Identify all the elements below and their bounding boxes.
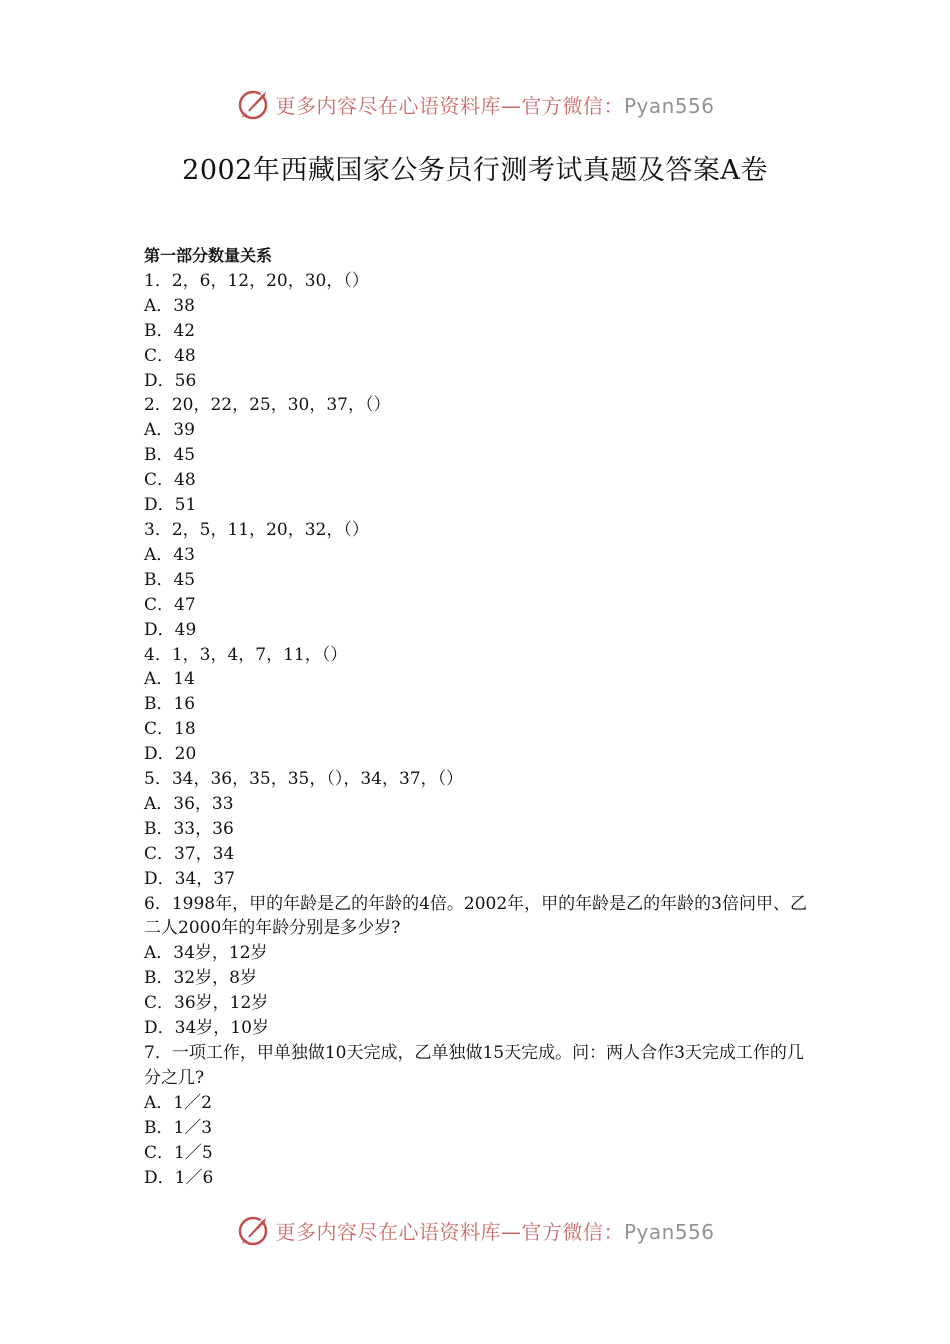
question-6 — [144, 892, 814, 1041]
question-stem: 5．34，36，35，35，（），34，37，（） — [144, 769, 464, 790]
question-5 — [144, 767, 814, 892]
option-b: B．45 — [144, 569, 196, 590]
option-c: C．37，34 — [144, 843, 235, 864]
option-a: A．14 — [144, 669, 195, 690]
option-a: A．38 — [144, 295, 195, 316]
option-a: A．39 — [144, 420, 195, 441]
question-7 — [144, 1041, 814, 1190]
option-b: B．32岁，8岁 — [144, 968, 257, 989]
question-1 — [144, 269, 814, 394]
option-d: D．56 — [144, 370, 197, 391]
question-4 — [144, 643, 814, 768]
question-stem: 4．1，3，4，7，11，（） — [144, 644, 348, 665]
question-stem: 6．1998年，甲的年龄是乙的年龄的4倍。2002年，甲的年龄是乙的年龄的3倍问甲、乙二人2000年的年龄分别是多少岁? — [144, 893, 807, 939]
question-stem: 2．20，22，25，30，37，（） — [144, 395, 391, 416]
header-watermark-banner — [0, 82, 950, 126]
document-body — [144, 244, 814, 1190]
option-c: C．1／5 — [144, 1142, 213, 1163]
option-b: B．42 — [144, 320, 196, 341]
option-b: B．33，36 — [144, 818, 234, 839]
quill-logo-icon — [235, 86, 271, 122]
option-c: C．47 — [144, 594, 196, 615]
wechat-id: Pyan556 — [623, 93, 715, 118]
document-title: 2002年西藏国家公务员行测考试真题及答案A卷 — [182, 155, 768, 186]
option-a: A．1／2 — [144, 1092, 212, 1113]
question-stem: 7．一项工作，甲单独做10天完成，乙单独做15天完成。问：两人合作3天完成工作的几分之几? — [144, 1043, 804, 1088]
option-d: D．34，37 — [144, 868, 235, 889]
wechat-id: Pyan556 — [623, 1219, 715, 1244]
question-2 — [144, 393, 814, 518]
watermark-text: 更多内容尽在心语资料库—官方微信：Pyan556 — [275, 93, 715, 118]
quill-logo-icon — [235, 1212, 271, 1248]
option-b: B．1／3 — [144, 1117, 213, 1138]
watermark-text: 更多内容尽在心语资料库—官方微信：Pyan556 — [275, 1219, 715, 1244]
section-title: 第一部分数量关系 — [144, 246, 273, 265]
option-a: A．34岁，12岁 — [144, 943, 268, 964]
option-d: D．34岁，10岁 — [144, 1018, 269, 1039]
option-c: C．48 — [144, 345, 196, 366]
option-c: C．48 — [144, 470, 196, 491]
option-a: A．36，33 — [144, 793, 234, 814]
option-b: B．16 — [144, 694, 196, 715]
option-d: D．20 — [144, 744, 197, 765]
option-c: C．36岁，12岁 — [144, 993, 269, 1014]
question-stem: 3．2，5，11，20，32，（） — [144, 519, 369, 540]
footer-watermark-banner — [0, 1208, 950, 1252]
option-d: D．1／6 — [144, 1167, 214, 1188]
option-d: D．49 — [144, 619, 197, 640]
option-a: A．43 — [144, 544, 195, 565]
option-c: C．18 — [144, 719, 196, 740]
question-stem: 1．2，6，12，20，30，（） — [144, 270, 369, 291]
question-3 — [144, 518, 814, 643]
option-b: B．45 — [144, 445, 196, 466]
option-d: D．51 — [144, 495, 197, 516]
